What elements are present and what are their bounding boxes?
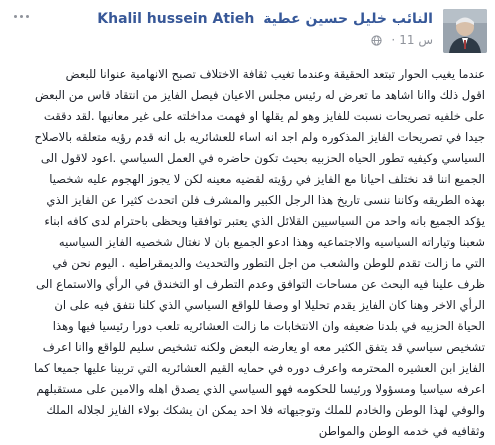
post-time[interactable]: 11 س	[399, 33, 433, 47]
post-text-line: بهذه الطريقه وكاننا ننسى تاريخ هذا الرجل الكبير والمشرف فلن اتحدث كثيرا عن الفايز الذي	[46, 193, 485, 207]
post-text-line: اعرفه سياسيا ومسؤولا ورئيسا للحكومه فهو السياسي الذي يصدق اهله والامين على مستقبلهم	[36, 382, 485, 396]
post-text-line: والوفي لهذا الوطن والخادم للملك وتوجيهاته فلا احد يمكن ان يشكك بولاء الفايز لجلاله الملك	[46, 403, 485, 417]
post-text-line: اقول ذلك واانا اشاهد ما تعرض له رئيس مجلس الاعيان فيصل الفايز من انتقاد قاس من البعض	[34, 88, 485, 102]
post-text-line: ظرف علينا فيه البحث عن مساحات التوافق وعدم التطرف او التخندق في الرأي والاستماع الى	[36, 277, 485, 291]
post-options-button[interactable]	[8, 8, 34, 24]
post-text-line: الحياة الحزبيه في بلدنا ضعيفه وان الانتخابات ما زالت العشائريه تلعب دورا رئيسيا فيها وهذا	[52, 319, 485, 333]
author-name-ar[interactable]: النائب خليل حسين عطية	[263, 11, 433, 27]
post-text-line: على خلفيه تصريحات نسبت للفايز وهو لم يقلها او فهمت مداخلته على غير معانيها .لقد دققت	[43, 109, 485, 123]
post-meta	[371, 33, 433, 47]
post-text-line: الجميع اننا قد نختلف احيانا مع الفايز في رؤيته لقضيه معينه لكن لا يجوز الهجوم عليه شخصيا	[49, 172, 485, 186]
author-name-en[interactable]: Khalil hussein Atieh	[97, 11, 255, 27]
post-text-line: السياسي وكيفيه تطور الحياه الحزبيه بحيث تكون حاضره في العمل السياسي .اعود لاقول الى	[40, 151, 485, 165]
meta-separator: ·	[391, 33, 396, 47]
post-text-line: وثقافيه في خدمه الوطن والمواطن	[318, 424, 485, 438]
post-header	[0, 0, 495, 62]
post-text-line: تشخيص سياسي قد يتفق الكثير معه او يعارضه البعض ولكنه تشخيص سليم للواقع واانا اعرف	[42, 340, 485, 354]
more-icon	[14, 15, 17, 18]
post-text-line: الرأي الاخر وهنا كان الفايز يقدم تحليلا او وصفا للواقع السياسي الذي كلنا نتفق فيه على ان	[54, 298, 485, 312]
post-text-line: عندما يغيب الحوار تبتعد الحقيقة وعندما تغيب ثقافة الاختلاف تصبح الانهامية عنوانا للبعض	[65, 67, 485, 81]
post-text-line: التي ما زالت تقدم للوطن والشعب من اجل التطور والتحديث والديمقراطيه . اليوم نحن في	[52, 256, 485, 270]
profile-photo	[443, 9, 487, 53]
post-text	[10, 64, 485, 442]
post-text-line: شعبنا وتياراته السياسيه والاجتماعيه وهذا ادعو الجميع بان لا نغتال شخصيه الفايز السياسيه	[58, 235, 485, 249]
globe-icon	[371, 35, 382, 46]
post-text-line: يؤكد الجميع بانه واحد من السياسيين القلائل الذي يعتبر توافقيا ويحظى باحترام لدى كافه ابناء	[44, 214, 485, 228]
post-author	[33, 11, 433, 27]
post-text-line: الفايز ابن العشيره المحترمه واعرف دوره في حمايه القيم العشائريه التي تربينا عليها جميعا كما	[34, 361, 485, 375]
avatar[interactable]	[443, 9, 487, 53]
post-text-line: جيدا في تصريحات الفايز المذكوره ولم اجد انه اساء للعشائريه بل انه قدم رؤيه متعلقه بالاصلاح	[34, 130, 485, 144]
